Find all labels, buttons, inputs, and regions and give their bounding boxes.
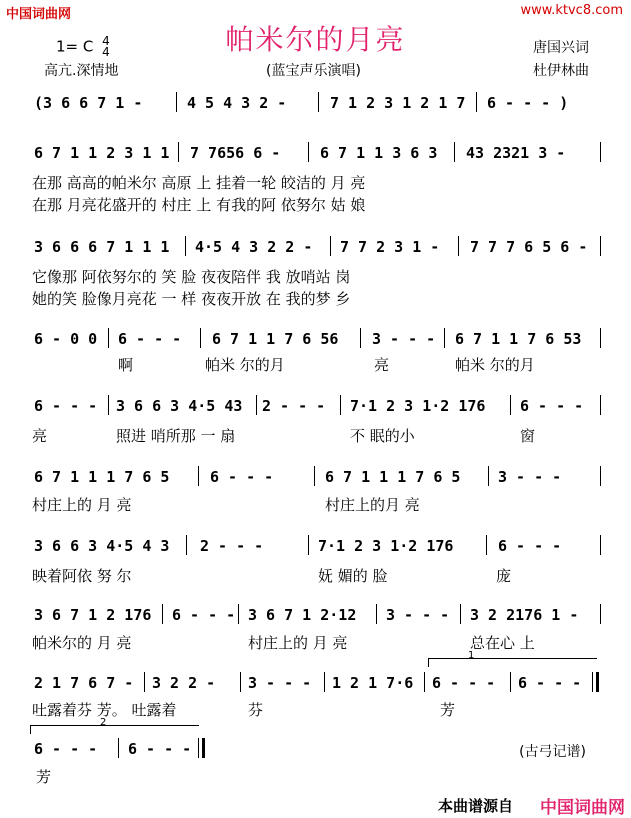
lyric-line: 在那 月亮花盛开的 村庄 上 有我的阿 依努尔 姑 娘: [32, 196, 366, 214]
lyric-word: 帕米 尔的月: [205, 356, 285, 374]
barline: [444, 328, 445, 348]
barline: [510, 672, 511, 692]
measure: 7 7 7 6 5 6 -: [470, 238, 588, 256]
lyric-line: 村庄上的 月 亮: [32, 496, 132, 514]
lyric-line: 帕米尔的 月 亮: [32, 634, 132, 652]
barline: [162, 604, 163, 624]
lyric-line: 妩 媚的 脸: [318, 567, 388, 585]
lyric-line: 村庄上的月 亮: [325, 496, 420, 514]
lyric-line: 吐露着芬 芳。 吐露着: [32, 701, 177, 719]
barline: [108, 328, 109, 348]
measure: 6 - - -: [118, 330, 182, 348]
transcriber-note: (古弓记谱): [519, 744, 586, 760]
measure: 7 1 2 3 1 2 1 7: [330, 94, 466, 112]
measure: 1 2 1 7·6: [332, 674, 414, 692]
barline: [592, 672, 593, 692]
volta-bracket-2: [30, 725, 199, 734]
barline: [340, 395, 341, 415]
barline: [185, 236, 186, 256]
measure: 43 2321 3 -: [466, 144, 566, 162]
measure: 6 - - -: [34, 397, 98, 415]
final-bar: [202, 738, 205, 758]
measure: 6 7 1 1 7 6 56: [212, 330, 339, 348]
barline: [460, 604, 461, 624]
barline: [424, 672, 425, 692]
barline: [256, 395, 257, 415]
measure: 6 - - -: [432, 674, 496, 692]
measure: 7·1 2 3 1·2 176: [318, 537, 454, 555]
measure: 4·5 4 3 2 2 -: [195, 238, 313, 256]
key-signature: [56, 36, 110, 58]
barline: [314, 466, 315, 486]
barline: [600, 328, 601, 348]
lyric-line: 在那 高高的帕米尔 高原 上 挂着一轮 皎洁的 月 亮: [32, 174, 366, 192]
measure: 7·1 2 3 1·2 176: [350, 397, 486, 415]
measure: 3 6 7 1 2·12: [248, 606, 357, 624]
composer-credit: 杜伊林曲: [533, 63, 589, 79]
barline: [600, 604, 601, 624]
measure: 2 1 7 6 7 -: [34, 674, 134, 692]
measure: 6 - - -: [520, 397, 584, 415]
lyric-line: 总在心 上: [470, 634, 535, 652]
measure: (3 6 6 7 1 -: [34, 94, 143, 112]
barline: [486, 535, 487, 555]
barline: [308, 142, 309, 162]
measure: 3 6 7 1 2 176: [34, 606, 152, 624]
lyric-word: 啊: [118, 356, 134, 374]
barline: [240, 672, 241, 692]
measure: 6 7 1 1 2 3 1 1: [34, 144, 170, 162]
footer-site-logo[interactable]: 中国词曲网: [540, 798, 625, 818]
measure: 6 7 1 1 1 7 6 5: [34, 468, 170, 486]
measure: 6 - - - ): [487, 94, 569, 112]
lyric-word: 窗: [520, 427, 536, 445]
barline: [198, 466, 199, 486]
lyric-word: 亮: [32, 427, 48, 445]
measure: 7 7656 6 -: [190, 144, 281, 162]
measure: 6 - 0 0: [34, 330, 98, 348]
barline: [488, 466, 489, 486]
barline: [200, 328, 201, 348]
style-marking: 高亢.深情地: [44, 63, 119, 79]
lyric-word: 不 眠的小: [350, 427, 415, 445]
barline: [360, 328, 361, 348]
barline: [476, 92, 477, 112]
key-text: 1= C: [56, 37, 94, 56]
barline: [198, 738, 199, 758]
barline: [510, 395, 511, 415]
barline: [454, 142, 455, 162]
measure: 4 5 4 3 2 -: [187, 94, 287, 112]
lyric-word: 亮: [374, 356, 390, 374]
measure: 6 - - -: [210, 468, 274, 486]
measure: 6 - - -: [128, 740, 192, 758]
measure: 6 - - -: [518, 674, 582, 692]
lyric-line: 它像那 阿依努尔的 笑 脸 夜夜陪伴 我 放哨站 岗: [32, 268, 351, 286]
barline: [178, 142, 179, 162]
lyric-word: 帕米 尔的月: [455, 356, 535, 374]
barline: [186, 535, 187, 555]
volta-number: 2: [100, 717, 107, 728]
measure: 3 - - -: [498, 468, 562, 486]
song-title: 帕米尔的月亮: [225, 23, 406, 56]
barline: [144, 672, 145, 692]
volta-bracket-1: [428, 658, 597, 667]
barline: [330, 236, 331, 256]
measure: 6 7 1 1 7 6 53: [455, 330, 582, 348]
lyricist-credit: 唐国兴词: [533, 40, 589, 56]
volta-number: 1: [468, 650, 475, 661]
lyric-line: 村庄上的 月 亮: [248, 634, 348, 652]
barline: [600, 466, 601, 486]
barline: [376, 604, 377, 624]
lyric-word: 芬: [248, 701, 264, 719]
barline: [176, 92, 177, 112]
notation-row-1: [34, 94, 142, 112]
barline: [600, 236, 601, 256]
measure: 6 7 1 1 3 6 3: [320, 144, 438, 162]
barline: [238, 604, 239, 624]
measure: 3 6 6 6 7 1 1 1: [34, 238, 170, 256]
lyric-line: 映着阿依 努 尔: [32, 567, 132, 585]
measure: 3 - - -: [372, 330, 436, 348]
lyric-line: 她的笑 脸像月亮花 一 样 夜夜开放 在 我的梦 乡: [32, 290, 351, 308]
barline: [600, 142, 601, 162]
repeat-end-bar: [596, 672, 599, 692]
barline: [600, 395, 601, 415]
footer-source-label: 本曲谱源自: [437, 797, 513, 815]
site-url-right[interactable]: www.ktvc8.com: [520, 3, 623, 18]
measure: 3 2 2 -: [152, 674, 216, 692]
measure: 2 - - -: [262, 397, 326, 415]
barline: [458, 236, 459, 256]
performer-credit: (蓝宝声乐演唱): [266, 63, 361, 79]
measure: 3 2 2176 1 -: [470, 606, 579, 624]
barline: [108, 395, 109, 415]
barline: [324, 672, 325, 692]
measure: 3 - - -: [248, 674, 312, 692]
barline: [318, 92, 319, 112]
measure: 3 6 6 3 4·5 43: [116, 397, 243, 415]
measure: 3 - - -: [386, 606, 450, 624]
lyric-word: 芳: [440, 701, 456, 719]
site-logo-left[interactable]: 中国词曲网: [6, 7, 72, 22]
barline: [118, 738, 119, 758]
measure: 6 - - -: [172, 606, 236, 624]
barline: [308, 535, 309, 555]
measure: 6 7 1 1 1 7 6 5: [325, 468, 461, 486]
measure: 6 - - -: [498, 537, 562, 555]
measure: 6 - - -: [34, 740, 98, 758]
measure: 2 - - -: [200, 537, 264, 555]
lyric-word: 庞: [496, 567, 512, 585]
measure: 7 7 2 3 1 -: [340, 238, 440, 256]
lyric-word: 芳: [36, 768, 52, 786]
time-signature: 4 4: [102, 34, 110, 59]
barline: [600, 535, 601, 555]
lyric-word: 照进 哨所那 一 扇: [116, 427, 236, 445]
measure: 3 6 6 3 4·5 4 3: [34, 537, 170, 555]
